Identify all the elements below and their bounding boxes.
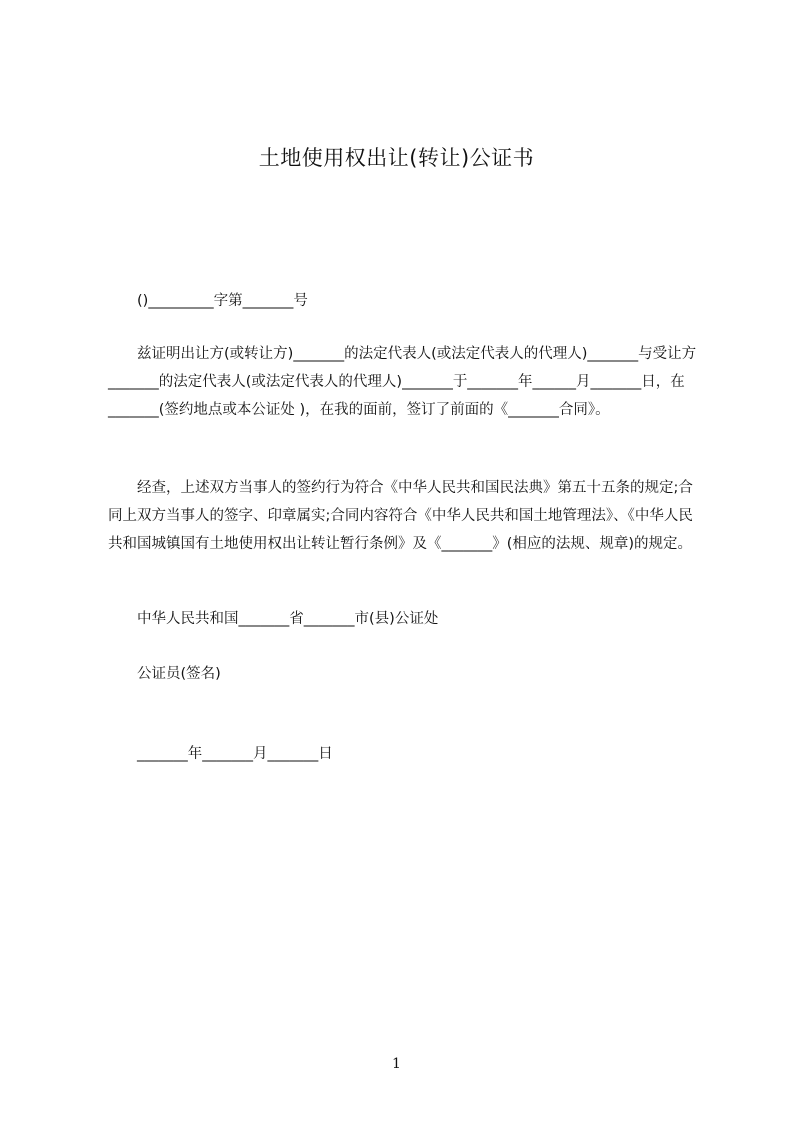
notary-signature-line: 公证员(签名) bbox=[137, 666, 221, 682]
date-line: _______年_______月_______日 bbox=[137, 746, 333, 762]
verification-paragraph-text: 经查，上述双方当事人的签约行为符合《中华人民共和国民法典》第五十五条的规定;合同上双方当事人的签字、印章属实;合同内容符合《中华人民共和国土地管理法》、《中华人民共和国城镇国有土地使用权出让转让暂行条例》及《_______》(相应的法规、规章)的规定。 bbox=[108, 480, 693, 552]
certification-paragraph-text: 兹证明出让方(或转让方)_______的法定代表人(或法定代表人的代理人)_______与受让方_______的法定代表人(或法定代表人的代理人)_______于_______年______月_______日，在_______(签约地点或本公证处 )，在我的面前，签订了前面的《_______合同》。 bbox=[108, 346, 697, 418]
certificate-number-line: ()_________字第_______号 bbox=[137, 293, 308, 309]
certification-paragraph bbox=[108, 340, 704, 424]
notary-office-line: 中华人民共和国_______省_______市(县)公证处 bbox=[137, 611, 439, 627]
page-number: 1 bbox=[392, 1056, 401, 1072]
document-title: 土地使用权出让(转让)公证书 bbox=[258, 146, 535, 170]
verification-paragraph bbox=[108, 474, 704, 558]
